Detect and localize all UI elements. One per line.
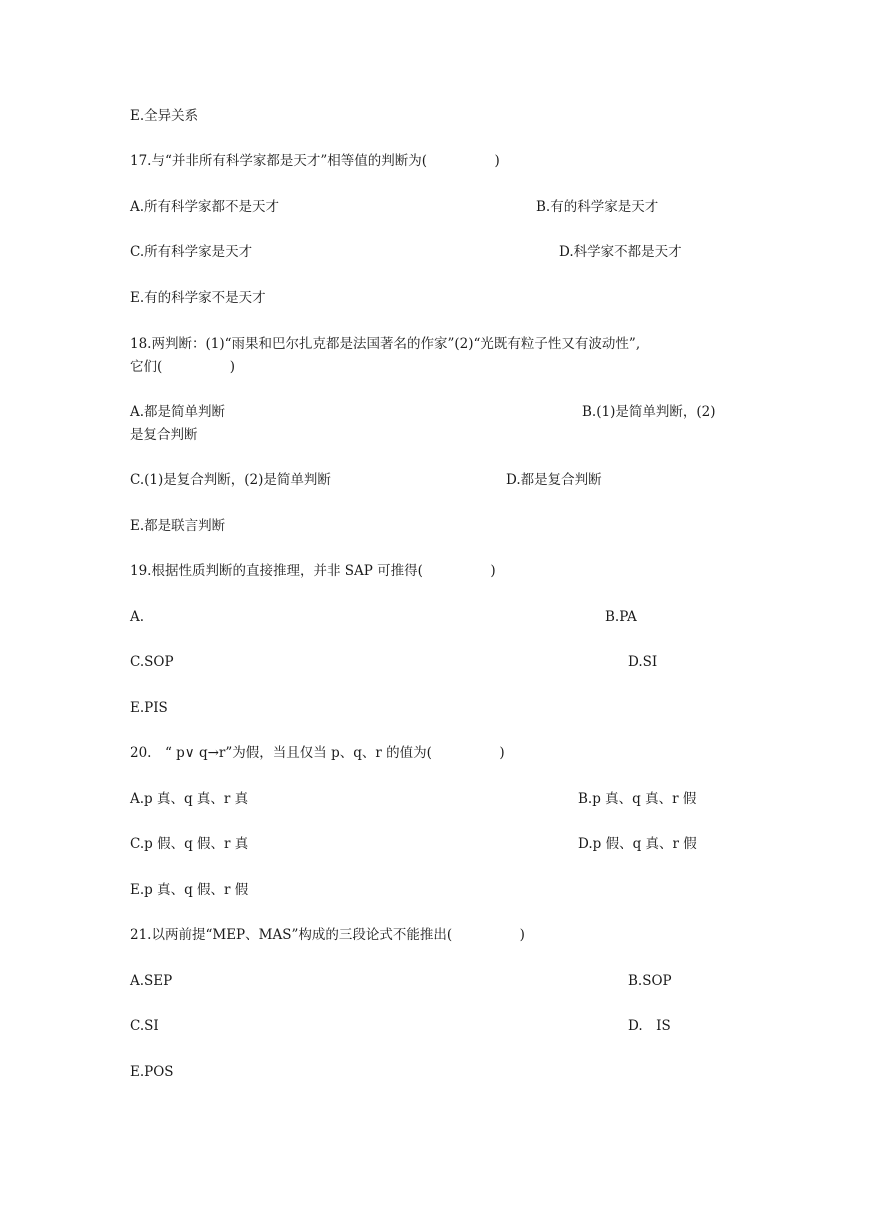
q17-option-a: A.所有科学家都不是天才 <box>130 199 280 215</box>
q16-option-e: E.全异关系 <box>130 108 199 124</box>
q18-option-d: D.都是复合判断 <box>506 472 602 488</box>
q20-option-e: E.p 真、q 假、r 假 <box>130 882 249 898</box>
q17-option-e: E.有的科学家不是天才 <box>130 290 266 306</box>
q18-option-c: C.(1)是复合判断，(2)是简单判断 <box>130 472 331 488</box>
q21-option-e: E.POS <box>130 1064 174 1080</box>
q18-option-b-line1: B.(1)是简单判断，(2) <box>582 404 716 420</box>
q20-option-b: B.p 真、q 真、r 假 <box>578 791 697 807</box>
q17-stem: 17.与“并非所有科学家都是天才”相等值的判断为( ) <box>130 153 500 169</box>
q19-option-d: D.SI <box>628 654 658 670</box>
q21-option-a: A.SEP <box>130 973 173 989</box>
q20-stem: 20. “ p∨ q→r”为假，当且仅当 p、q、r 的值为( ) <box>130 745 505 761</box>
q18-option-b-line2: 是复合判断 <box>130 427 198 443</box>
q17-option-c: C.所有科学家是天才 <box>130 244 253 260</box>
q20-option-c: C.p 假、q 假、r 真 <box>130 836 249 852</box>
q18-stem-line2: 它们( ) <box>130 359 236 375</box>
q21-option-b: B.SOP <box>628 973 672 989</box>
q21-stem: 21.以两前提“MEP、MAS”构成的三段论式不能推出( ) <box>130 927 525 943</box>
q19-option-a: A. <box>130 609 145 625</box>
q19-stem: 19.根据性质判断的直接推理，并非 SAP 可推得( ) <box>130 563 496 579</box>
q21-option-c: C.SI <box>130 1018 159 1034</box>
q18-stem-line1: 18.两判断：(1)“雨果和巴尔扎克都是法国著名的作家”(2)“光既有粒子性又有波动性”, <box>130 336 641 352</box>
q17-option-b: B.有的科学家是天才 <box>536 199 659 215</box>
q19-option-e: E.PIS <box>130 700 168 716</box>
q18-option-e: E.都是联言判断 <box>130 518 226 534</box>
q19-option-c: C.SOP <box>130 654 174 670</box>
q21-option-d: D. IS <box>628 1018 671 1034</box>
q20-option-d: D.p 假、q 真、r 假 <box>578 836 697 852</box>
q20-option-a: A.p 真、q 真、r 真 <box>130 791 249 807</box>
q18-option-a: A.都是简单判断 <box>130 404 226 420</box>
q19-option-b: B.PA <box>605 609 637 625</box>
q17-option-d: D.科学家不都是天才 <box>559 244 682 260</box>
